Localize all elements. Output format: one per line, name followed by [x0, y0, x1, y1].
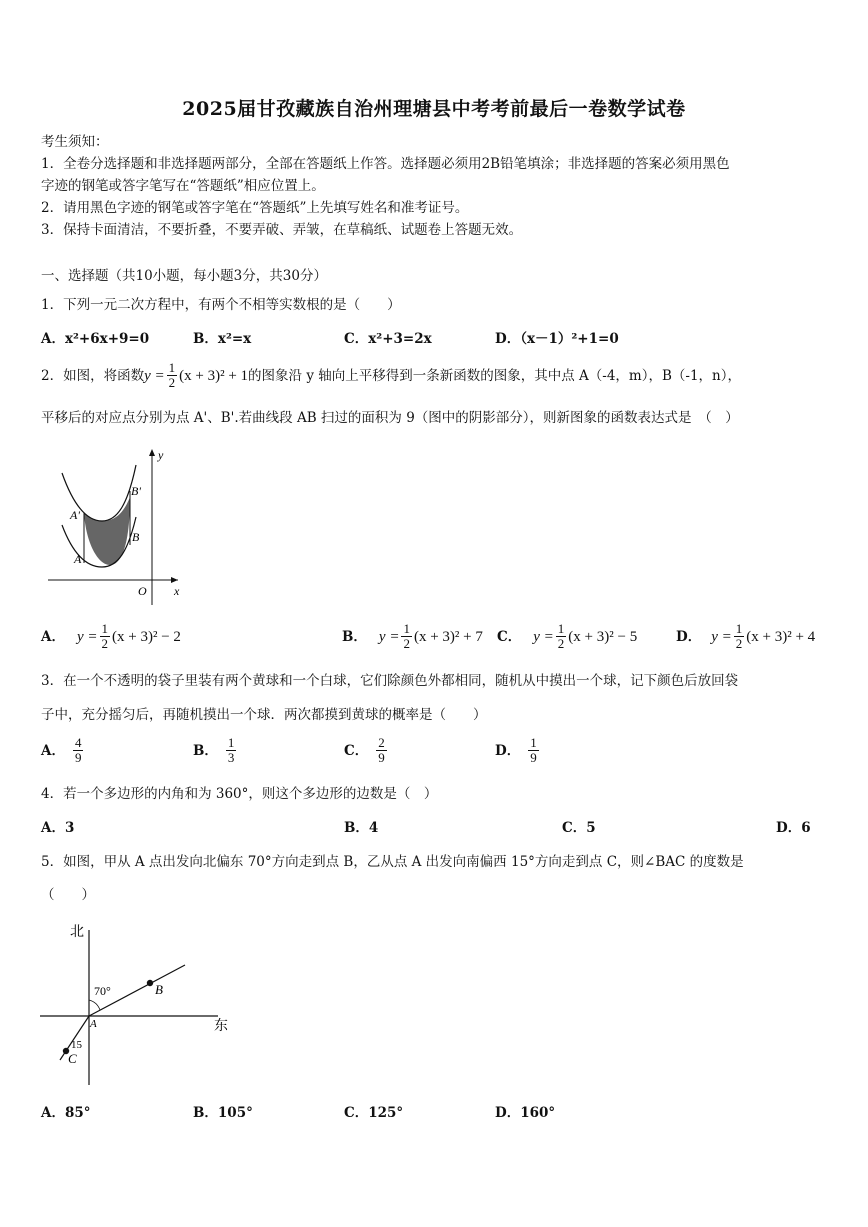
option-letter: C．: [344, 742, 369, 759]
option-half-fraction: [100, 622, 111, 651]
fraction-denominator: 2: [557, 636, 565, 651]
fraction-denominator: 9: [530, 750, 537, 765]
q4-option-d: D．6: [776, 820, 811, 836]
fraction-numerator: 1: [735, 621, 743, 636]
q1-option-a: A．x²+6x+9=0: [41, 331, 150, 347]
fraction-numerator: 1: [557, 621, 565, 636]
label-east: 东: [214, 1019, 228, 1034]
notice-item-2: 2．请用黑色字迹的钢笔或答字笔在“答题纸”上先填写姓名和准考证号。: [41, 200, 469, 216]
fraction-denominator: 9: [74, 750, 82, 765]
option-tail: (x + 3)² − 5: [568, 628, 638, 645]
q1-stem: 1．下列一元二次方程中，有两个不相等实数根的是（ ）: [41, 297, 401, 313]
option-y-eq: y =: [378, 628, 400, 645]
option-letter: A．: [41, 628, 65, 645]
label-angle-15: 15: [71, 1039, 82, 1051]
label-angle-70: 70°: [94, 984, 111, 998]
q5-direction-figure: [38, 920, 238, 1090]
q3-option-b: [193, 736, 238, 765]
option-letter: B．: [342, 628, 367, 645]
label-origin: O: [138, 584, 147, 598]
q2-stem-line2: 平移后的对应点分别为点 A'、B'.若曲线段 AB 扫过的面积为 9（图中的阴影部分），则新图象的函数表达式是 （ ）: [41, 410, 739, 426]
fraction-numerator: 1: [530, 735, 537, 750]
option-fraction: [376, 736, 387, 765]
q2-option-d: [676, 622, 815, 651]
q2-half-fraction: [167, 361, 178, 390]
label-x: x: [174, 584, 180, 598]
fraction-numerator: 4: [74, 735, 82, 750]
q3-option-c: [344, 736, 389, 765]
section-heading: 一、选择题（共10小题，每小题3分，共30分）: [41, 268, 327, 284]
fraction-numerator: 2: [378, 735, 385, 750]
option-letter: D．: [495, 742, 521, 759]
x-axis-arrow: [171, 577, 178, 583]
q2-y-eq: y =: [144, 367, 165, 384]
fraction-numerator: 1: [101, 621, 109, 636]
fraction-denominator: 2: [101, 636, 109, 651]
label-a: A: [90, 1018, 97, 1030]
fraction-denominator: 2: [168, 375, 176, 390]
q2-stem-line1: [41, 361, 741, 390]
q5-stem-line1: 5．如图，甲从 A 点出发向北偏东 70°方向走到点 B，乙从点 A 出发向南偏西 15°方向走到点 C，则∠BAC 的度数是: [41, 854, 744, 870]
q2-option-c: [497, 622, 637, 651]
option-y-eq: y =: [76, 628, 98, 645]
fraction-denominator: 3: [227, 750, 235, 765]
option-tail: (x + 3)² + 7: [413, 628, 483, 645]
q5-option-a: A．85°: [41, 1105, 91, 1121]
q2-stem-part-b: 的图象沿 y 轴向上平移得到一条新函数的图象，其中点 A（-4，m），B（-1，n），: [248, 367, 741, 384]
q1-option-d: D．（x－1）²+1=0: [495, 331, 619, 347]
angle-arc-70: [89, 1000, 100, 1010]
q4-option-b: B．4: [344, 820, 379, 836]
option-fraction: [226, 736, 237, 765]
option-tail: (x + 3)² − 2: [112, 628, 181, 645]
fraction-denominator: 9: [378, 750, 385, 765]
q4-stem: 4．若一个多边形的内角和为 360°，则这个多边形的边数是（ ）: [41, 786, 438, 802]
q2-option-a: [41, 622, 181, 651]
notice-item-1-cont: 字迹的钢笔或答字笔写在“答题纸”相应位置上。: [41, 178, 325, 194]
option-y-eq: y =: [533, 628, 554, 645]
label-y: y: [158, 448, 164, 462]
q5-stem-line2: （ ）: [41, 887, 95, 903]
label-c: C: [68, 1051, 77, 1066]
fraction-denominator: 2: [735, 636, 743, 651]
q3-stem-line2: 子中，充分摇匀后，再随机摸出一个球．两次都摸到黄球的概率是（ ）: [41, 707, 487, 723]
option-letter: D．: [676, 628, 702, 645]
q4-option-a: A．3: [41, 820, 75, 836]
q2-function-body: (x + 3)² + 1: [179, 367, 249, 384]
q1-option-c: C．x²+3=2x: [344, 331, 432, 347]
option-letter: C．: [497, 628, 522, 645]
q3-stem-line1: 3．在一个不透明的袋子里装有两个黄球和一个白球，它们除颜色外都相同，随机从中摸出一个球，记下颜色后放回袋: [41, 673, 739, 689]
point-b-dot: [147, 980, 153, 986]
option-y-eq: y =: [711, 628, 732, 645]
notice-item-3: 3．保持卡面清洁，不要折叠，不要弄破、弄皱，在草稿纸、试题卷上答题无效。: [41, 222, 523, 238]
y-axis-arrow: [149, 449, 155, 456]
q1-option-b: B．x²=x: [193, 331, 252, 347]
q5-option-c: C．125°: [344, 1105, 404, 1121]
q4-option-c: C．5: [562, 820, 596, 836]
fraction-denominator: 2: [403, 636, 410, 651]
q2-parabola-figure: [40, 445, 190, 610]
q2-option-b: [342, 622, 483, 651]
label-a: A: [74, 552, 82, 566]
q5-option-b: B．105°: [193, 1105, 253, 1121]
label-b: B: [155, 982, 163, 997]
shaded-area: [84, 497, 130, 565]
label-b: B: [132, 530, 140, 544]
label-north: 北: [70, 925, 84, 940]
option-letter: A．: [41, 742, 65, 759]
option-fraction: [528, 736, 539, 765]
fraction-numerator: 1: [403, 621, 410, 636]
page-title: 2025届甘孜藏族自治州理塘县中考考前最后一卷数学试卷: [182, 98, 686, 120]
option-half-fraction: [556, 622, 567, 651]
q3-option-d: [495, 736, 541, 765]
option-fraction: [73, 736, 84, 765]
option-tail: (x + 3)² + 4: [746, 628, 816, 645]
q5-option-d: D．160°: [495, 1105, 556, 1121]
fraction-numerator: 1: [227, 735, 235, 750]
q2-stem-part-a: 2．如图，将函数: [41, 367, 145, 384]
option-half-fraction: [401, 622, 412, 651]
label-a-prime: A': [70, 508, 80, 522]
fraction-numerator: 1: [168, 360, 176, 375]
option-half-fraction: [734, 622, 745, 651]
notice-heading: 考生须知：: [41, 134, 109, 150]
q3-option-a: [41, 736, 85, 765]
label-b-prime: B': [131, 484, 141, 498]
option-letter: B．: [193, 742, 218, 759]
notice-item-1: 1．全卷分选择题和非选择题两部分，全部在答题纸上作答。选择题必须用2B铅笔填涂；非选择题的答案必须用黑色: [41, 156, 730, 172]
